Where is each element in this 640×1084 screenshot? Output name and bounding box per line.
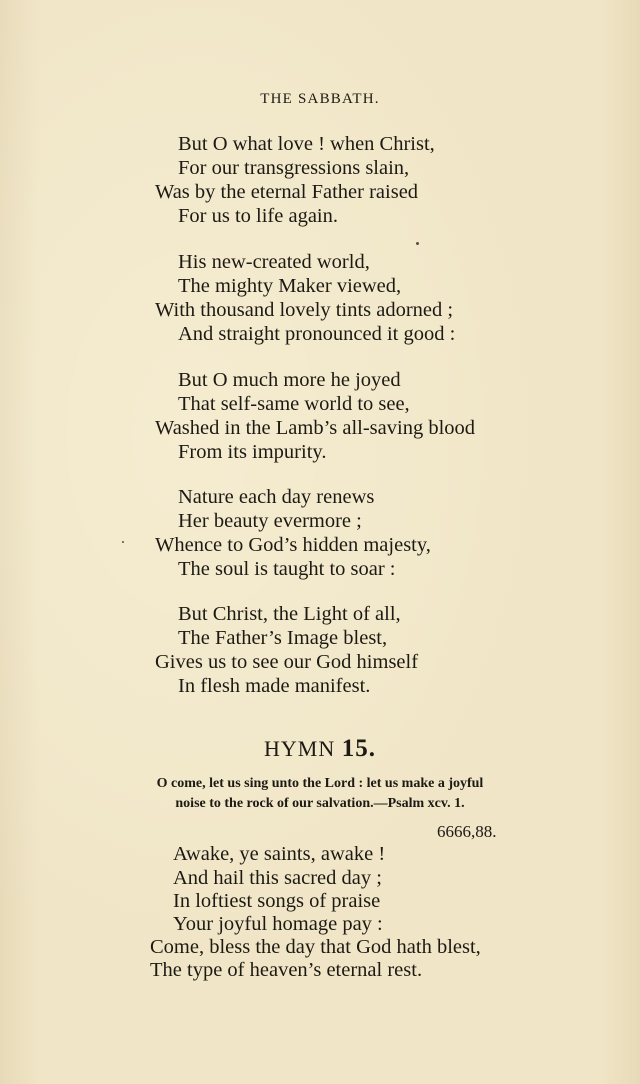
verse-line: And straight pronounced it good : [178, 323, 456, 345]
paper-speck [416, 242, 419, 245]
verse-line: For our transgressions slain, [178, 157, 410, 179]
verse-line: Your joyful homage pay : [173, 913, 383, 935]
verse-line: Awake, ye saints, awake ! [173, 843, 386, 865]
verse-line: The type of heaven’s eternal rest. [150, 959, 423, 981]
verse-line: But O what love ! when Christ, [178, 133, 435, 155]
verse-line: And hail this sacred day ; [173, 867, 382, 889]
verse-line: His new-created world, [178, 251, 370, 273]
running-head: THE SABBATH. [260, 91, 380, 107]
verse-line: Come, bless the day that God hath blest, [150, 936, 481, 958]
hymn-title [0, 735, 640, 763]
verse-line: The soul is taught to soar : [178, 558, 396, 580]
verse-line: But Christ, the Light of all, [178, 603, 401, 625]
epigraph-line-2: noise to the rock of our salvation.—Psalm xcv. 1. [175, 796, 465, 811]
meter: 6666,88. [437, 822, 497, 841]
verse-line: For us to life again. [178, 205, 338, 227]
verse-line: Her beauty evermore ; [178, 510, 362, 532]
verse-line: Gives us to see our God himself [155, 651, 419, 673]
verse-line: In flesh made manifest. [178, 675, 371, 697]
verse-line: That self-same world to see, [178, 393, 410, 415]
verse-line: Was by the eternal Father raised [155, 181, 419, 203]
verse-line: Nature each day renews [178, 486, 375, 508]
verse-line: The mighty Maker viewed, [178, 275, 402, 297]
epigraph-line-1: O come, let us sing unto the Lord : let us make a joyful [156, 776, 484, 791]
verse-line: From its impurity. [178, 441, 327, 463]
hymn-number: 15. [341, 735, 376, 762]
verse-line: In loftiest songs of praise [173, 890, 381, 912]
paper-speck [122, 541, 124, 543]
verse-line: But O much more he joyed [178, 369, 401, 391]
verse-line: With thousand lovely tints adorned ; [155, 299, 454, 321]
verse-line: The Father’s Image blest, [178, 627, 388, 649]
verse-line: Whence to God’s hidden majesty, [155, 534, 431, 556]
verse-line: Washed in the Lamb’s all-saving blood [155, 417, 476, 439]
hymn-label: HYMN [264, 736, 336, 761]
